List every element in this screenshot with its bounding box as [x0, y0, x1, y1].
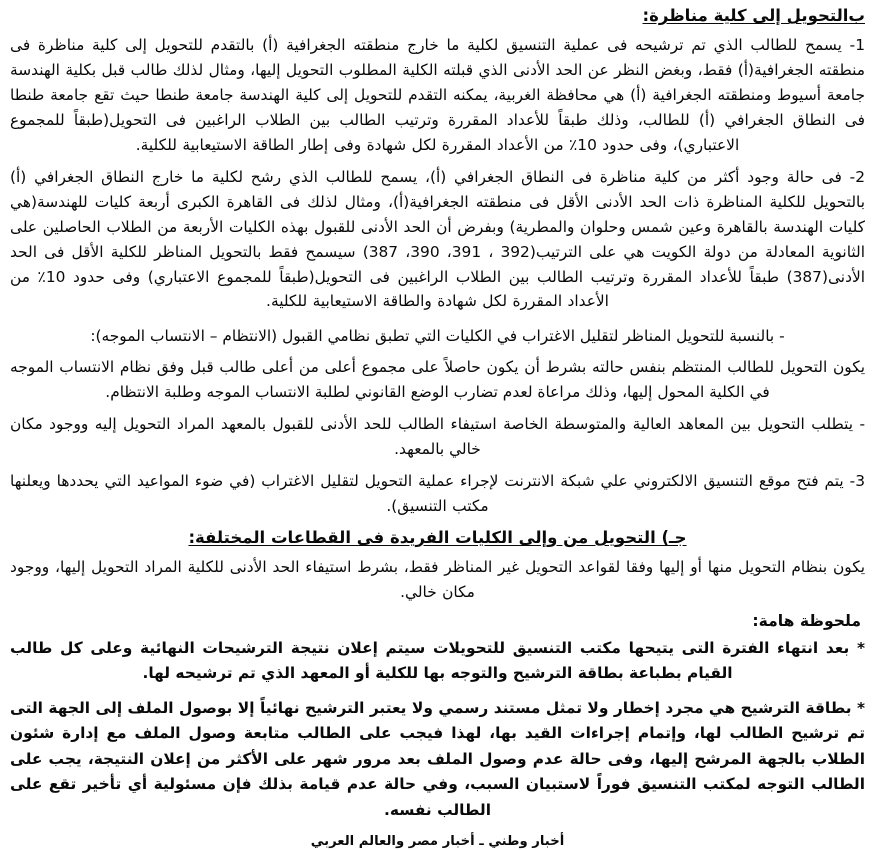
section-c-body: يكون بنظام التحويل منها أو إليها وفقا لقواعد التحويل غير المناظر فقط، بشرط استيفاء الحد الأدنى للكلية المراد التحويل إليها، ووجود مكان خالي.	[10, 557, 865, 601]
section-b-item-2: 2- فى حالة وجود أكثر من كلية مناظرة فى النطاق الجغرافي (أ)، يسمح للطالب الذي رشح لكلية ما خارج النطاق الجغرافي (أ) بالتحويل للكلية المناظرة ذات الحد الأدنى الأقل فى منطقته الجغرافية(أ)، ومثال لذلك فى القاهرة الكبرى أربعة كليات للهندسة(هي كليات الهندسة بالقاهرة وعين شمس وحلوان والمطرية) وبفرض أن الحد الأدنى للقبول بهذه الكليات الأربعة من الطلاب الحاصلين على الثانوية المعادلة من دولة الكويت هي على الترتيب(392 ، 391، 390، 387) سيسمح فقط بالتحويل المناظر للكلية الأقل فى الحد الأدنى(387) طبقاً للأعداد المقررة وترتيب الطالب بين الطلاب الراغبين فى التحويل(طبقاً للمجموع الاعتباري) وفى حدود 10٪ من الأعداد المقررة لكل شهادة والطاقة الاستيعابية للكلية.	[10, 167, 865, 311]
section-c-heading: جـ) التحويل من وإلى الكليات الفريدة فى القطاعات المختلفة:	[188, 527, 687, 547]
section-b-subnote-2-body: - يتطلب التحويل بين المعاهد العالية والمتوسطة الخاصة استيفاء الطالب للحد الأدنى للقبول بالمعهد المراد التحويل إليه ووجود مكان خالي بالمعهد.	[10, 414, 865, 458]
section-b-subnote-1-body: يكون التحويل للطالب المنتظم بنفس حالته بشرط أن يكون حاصلاً على مجموع أعلى من أعلى طالب قبل وفق نظام الانتساب الموجه في الكلية المحول إليها، وذلك مراعاة لعدم تضارب الوضع القانوني لطلبة الانتساب الموجه وطلبة الانتظام.	[10, 358, 865, 401]
footer-source: أخبار وطني ـ أخبار مصر والعالم العربي	[310, 833, 565, 849]
section-b-heading: ب‌التحويل إلى كلية مناظرة:	[642, 6, 865, 25]
section-b-item-3: 3- يتم فتح موقع التنسيق الالكتروني علي شبكة الانترنت لإجراء عملية التحويل لتقليل الاغتراب (في ضوء المواعيد التي يحددها ويعلنها مكتب التنسيق).	[10, 471, 865, 515]
section-b-subnote-1-lead: - بالنسبة للتحويل المناظر لتقليل الاغتراب في الكليات التي تطبق نظامي القبول (الانتظام – الانتساب الموجه):	[90, 327, 785, 346]
important-note-label: ملحوظة هامة:	[752, 611, 861, 630]
important-note-item-2: * بطاقة الترشيح هي مجرد إخطار ولا تمثل مستند رسمي ولا يعتبر الترشيح نهائياً إلا بوصول الملف إلى الجهة التى تم ترشيح الطالب لها، وإتمام إجراءات القيد بها، لهذا فيجب على الطالب متابعة وصول الملف مع إدارة شئون الطلاب بالجهة المرشح إليها، وفى حالة عدم وصول الملف بعد مرور شهر على الأكثر من إعلان النتيجة، يجب على الطالب التوجه لمكتب التنسيق فوراً لاستبيان السبب، وفي حالة عدم قيامة بذلك فإن مسئولية أي تأخير تقع على الطالب نفسه.	[10, 698, 865, 819]
important-note-item-1: * بعد انتهاء الفترة التى يتيحها مكتب التنسيق للتحويلات سيتم إعلان نتيجة الترشيحات النهائية وعلى كل طالب القيام بطباعة بطاقة الترشيح والتوجه بها للكلية أو المعهد الذي تم ترشيحه لها.	[10, 638, 865, 683]
section-b-item-1: 1- يسمح للطالب الذي تم ترشيحه فى عملية التنسيق لكلية ما خارج منطقته الجغرافية (أ) بالتقدم للتحويل إلى كلية مناظرة فى منطقته الجغرافية(أ) فقط، وبغض النظر عن الحد الأدنى الذي قبلته الكلية المطلوب التحويل إليها، ومثال لذلك طالب قبل بكلية الهندسة جامعة أسيوط ومنطقته الجغرافية (أ) هي محافظة الغربية، يمكنه التقدم للتحويل إلى كلية الهندسة جامعة طنطا حيث تقع جامعة طنطا فى النطاق الجغرافي (أ) للطالب، وذلك طبقاً للأعداد المقررة وترتيب الطالب بين الطلاب الراغبين فى التحويل(طبقاً للمجموع الاعتباري)، وفى حدود 10٪ من الأعداد المقررة لكل شهادة وفى إطار الطاقة الاستيعابية للكلية.	[10, 35, 865, 154]
